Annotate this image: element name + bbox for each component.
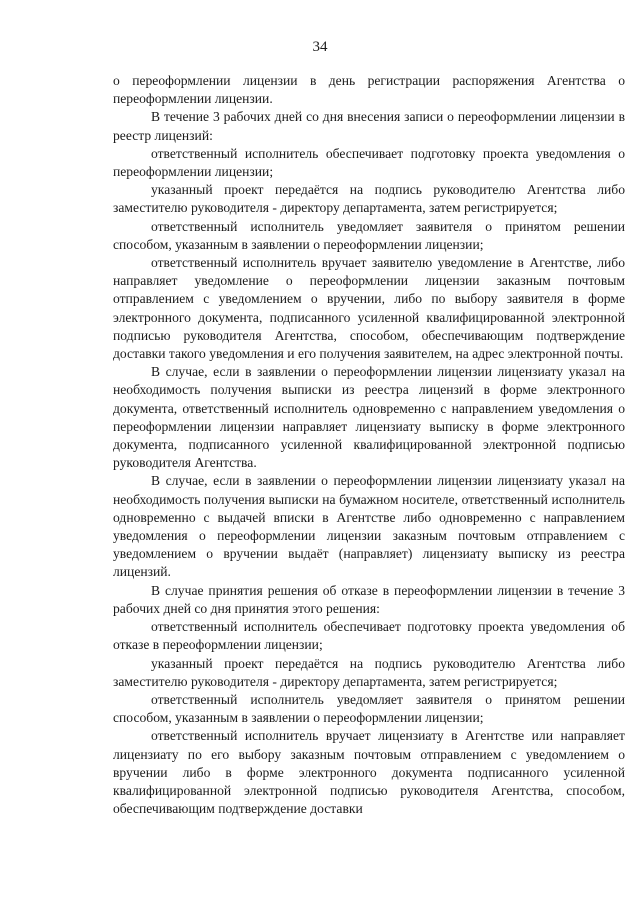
paragraph: ответственный исполнитель уведомляет заявителя о принятом решении способом, указанным в заявлении о переоформлении лицензии;	[113, 691, 625, 726]
paragraph: ответственный исполнитель обеспечивает подготовку проекта уведомления об отказе в переоформлении лицензии;	[113, 619, 625, 653]
paragraph: ответственный исполнитель вручает заявителю уведомление в Агентстве, либо направляет уведомление о переоформлении лицензии заказным почтовым отправлением с уведомлением о вручении, либо по выбору заявителя в форме электронного документа, подписанного усиленной квалифицированной электронной подписью руководителя Агентства, способом, обеспечивающим подтверждение доставки такого уведомления и его получения заявителем, на адрес электронной почты.	[113, 255, 625, 362]
document-body	[113, 72, 625, 818]
paragraph: ответственный исполнитель вручает лицензиату в Агентстве или направляет лицензиату по его выбору заказным почтовым отправлением с уведомлением о вручении либо в форме электронного документа подписанного усиленной квалифицированной электронной подписью руководителя Агентства, способом, обеспечивающим подтверждение доставки	[113, 728, 625, 817]
paragraph: В случае, если в заявлении о переоформлении лицензии лицензиату указал на необходимость получения выписки на бумажном носителе, ответственный исполнитель одновременно с выдачей вписки в Агентстве либо одновременно с направлением уведомления о переоформлении лицензии заказным почтовым отправлением с уведомлением о вручении выдаёт (направляет) лицензиату выписку из реестра лицензий.	[113, 473, 625, 580]
paragraph: указанный проект передаётся на подпись руководителю Агентства либо заместителю руководителя - директору департамента, затем регистрируется;	[113, 655, 625, 689]
paragraph: ответственный исполнитель обеспечивает подготовку проекта уведомления о переоформлении лицензии;	[113, 145, 625, 180]
paragraph: В случае, если в заявлении о переоформлении лицензии лицензиату указал на необходимость получения выписки из реестра лицензий в форме электронного документа, ответственный исполнитель одновременно с направлением уведомления о переоформлении лицензии направляет лицензиату выписку в форме электронного документа, подписанного усиленной квалифицированной электронной подписью руководителя Агентства.	[113, 364, 625, 471]
paragraph: В случае принятия решения об отказе в переоформлении лицензии в течение 3 рабочих дней со дня принятия этого решения:	[113, 582, 625, 616]
paragraph: о переоформлении лицензии в день регистрации распоряжения Агентства о переоформлении лицензии.	[113, 73, 625, 107]
paragraph: В течение 3 рабочих дней со дня внесения записи о переоформлении лицензии в реестр лицензий:	[113, 109, 625, 143]
paragraph: указанный проект передаётся на подпись руководителю Агентства либо заместителю руководителя - директору департамента, затем регистрируется;	[113, 182, 625, 216]
paragraph: ответственный исполнитель уведомляет заявителя о принятом решении способом, указанным в заявлении о переоформлении лицензии;	[113, 218, 625, 252]
page-number: 34	[312, 39, 328, 55]
